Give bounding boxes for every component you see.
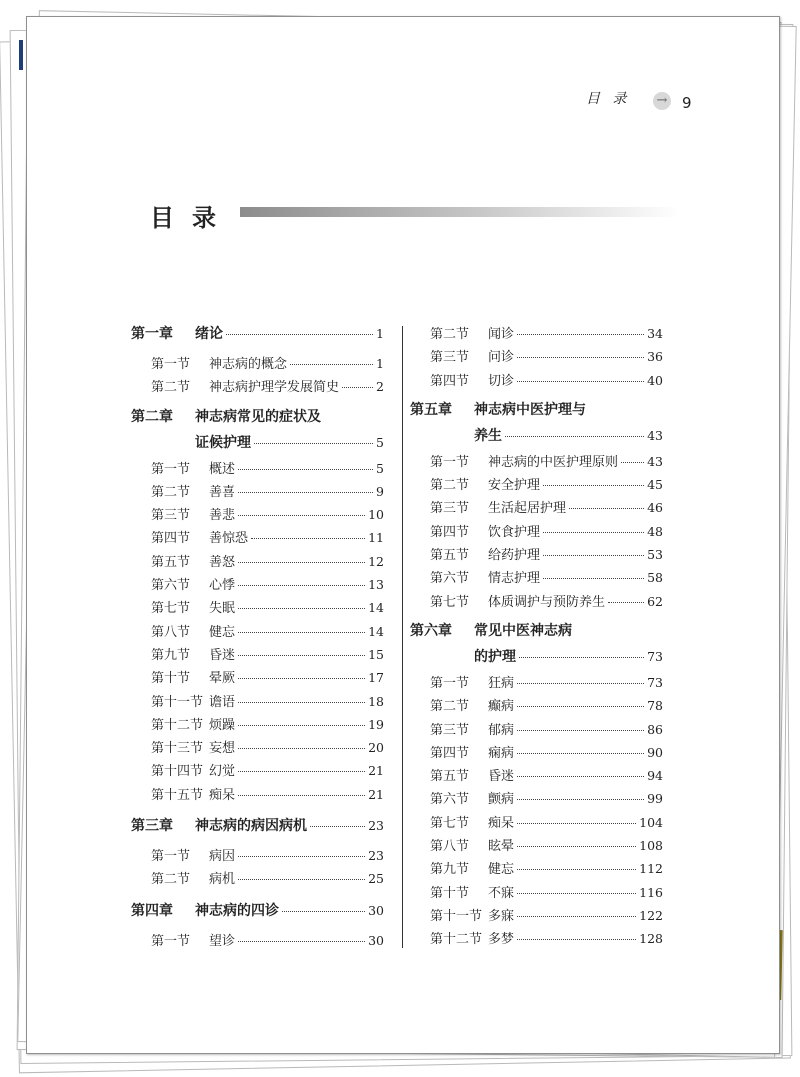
book-edge-accent (19, 40, 23, 70)
page-ref: 20 (368, 740, 384, 756)
page-ref: 25 (368, 871, 384, 887)
dot-leader (342, 387, 373, 388)
section-number: 第五节 (430, 769, 470, 785)
dot-leader (238, 725, 365, 726)
toc-section-entry (131, 691, 384, 714)
dot-leader (226, 334, 373, 335)
dot-leader (238, 702, 365, 703)
section-number: 第九节 (151, 647, 191, 663)
section-number: 第十节 (151, 671, 191, 687)
chapter-title: 神志病中医护理与 (474, 401, 586, 418)
section-title: 烦躁 (209, 717, 236, 733)
dot-leader (282, 911, 365, 912)
section-title: 善惊恐 (209, 531, 249, 547)
dot-leader (517, 869, 636, 870)
section-title: 幻觉 (209, 764, 236, 780)
section-title: 病机 (209, 872, 236, 888)
page-ref: 5 (376, 460, 384, 476)
page-ref: 90 (647, 744, 663, 760)
page-ref: 116 (639, 884, 663, 900)
chapter-line-1 (410, 399, 663, 425)
chapter-number: 第六章 (410, 622, 452, 639)
section-number: 第五节 (430, 548, 470, 564)
section-number: 第一节 (151, 849, 191, 865)
dot-leader (238, 585, 365, 586)
dot-leader (517, 893, 636, 894)
page-ref: 9 (376, 483, 384, 499)
section-number: 第八节 (151, 624, 191, 640)
page-ref: 62 (647, 593, 663, 609)
section-number: 第四节 (430, 745, 470, 761)
toc-section-entry (131, 784, 384, 807)
dot-leader (543, 555, 644, 556)
section-number: 第四节 (430, 373, 470, 389)
section-number: 第二节 (151, 380, 191, 396)
section-number: 第四节 (151, 531, 191, 547)
section-number: 第六节 (430, 571, 470, 587)
dot-leader (238, 941, 365, 942)
toc-section-entry (131, 714, 384, 737)
chapter-title-continued: 证候护理 (195, 434, 251, 451)
section-title: 善喜 (209, 484, 236, 500)
chapter-number: 第一章 (131, 326, 173, 342)
section-number: 第八节 (430, 839, 470, 855)
toc-section-entry (131, 551, 384, 574)
section-title: 闻诊 (488, 327, 515, 342)
section-title: 失眠 (209, 601, 236, 617)
dot-leader (517, 706, 644, 707)
section-number: 第二节 (151, 484, 191, 500)
section-number: 第十二节 (151, 717, 204, 733)
section-title: 饮食护理 (488, 524, 541, 540)
chapter-number: 第二章 (131, 408, 173, 425)
page-ref: 2 (376, 379, 384, 395)
column-divider (402, 326, 403, 948)
page-ref: 122 (639, 907, 663, 923)
dot-leader (517, 334, 644, 335)
section-number: 第十四节 (151, 764, 204, 780)
section-number: 第七节 (151, 601, 191, 617)
section-title: 问诊 (488, 350, 515, 366)
dot-leader (238, 795, 365, 796)
page-ref: 53 (647, 547, 663, 563)
dot-leader (517, 753, 644, 754)
page-ref: 14 (368, 623, 384, 639)
section-title: 痫病 (488, 745, 515, 761)
page-ref: 86 (647, 721, 663, 737)
chapter-title: 常见中医神志病 (474, 622, 572, 639)
page-ref: 1 (376, 326, 384, 341)
dot-leader (238, 469, 373, 470)
toc-section-entry (410, 370, 663, 393)
section-title: 望诊 (209, 933, 236, 949)
toc-section-entry (410, 591, 663, 614)
dot-leader (621, 462, 644, 463)
section-number: 第一节 (430, 675, 470, 691)
page-ref: 1 (376, 356, 384, 371)
section-number: 第三节 (430, 501, 470, 517)
section-title: 晕厥 (209, 671, 236, 687)
section-title: 概述 (209, 461, 236, 477)
running-title: 目 录 (586, 91, 631, 107)
page-ref: 40 (647, 372, 663, 388)
title-decoration-bar (240, 207, 680, 217)
toc-section-entry (131, 644, 384, 667)
page-ref: 108 (639, 838, 663, 854)
section-title: 多寐 (488, 908, 515, 924)
toc-section-entry (410, 742, 663, 765)
toc-section-entry (410, 544, 663, 567)
toc-chapter-entry (131, 900, 384, 930)
chapter-title: 绪论 (195, 326, 223, 342)
page-ref: 73 (647, 648, 663, 664)
dot-leader (310, 826, 365, 827)
section-number: 第一节 (151, 933, 191, 949)
section-number: 第五节 (151, 554, 191, 570)
page-ref: 30 (368, 902, 384, 918)
section-title: 生活起居护理 (488, 501, 567, 517)
dot-leader (517, 381, 644, 382)
page-ref: 23 (368, 818, 384, 834)
section-title: 昏迷 (488, 769, 515, 785)
toc-section-entry (131, 667, 384, 690)
section-title: 给药护理 (488, 548, 541, 564)
toc-section-entry (410, 858, 663, 881)
section-title: 癫病 (488, 699, 515, 715)
section-number: 第一节 (151, 461, 191, 477)
page-ref: 23 (368, 848, 384, 864)
toc-chapter-entry (131, 815, 384, 845)
section-number: 第四节 (430, 524, 470, 540)
section-title: 安全护理 (488, 478, 541, 494)
page-ref: 30 (368, 932, 384, 948)
page-ref: 45 (647, 477, 663, 493)
toc-chapter-entry (131, 406, 384, 458)
toc-section-entry (410, 451, 663, 474)
section-number: 第三节 (430, 722, 470, 738)
chapter-title: 神志病常见的症状及 (195, 408, 321, 425)
dot-leader (238, 608, 365, 609)
toc-left-column (131, 323, 384, 953)
section-number: 第二节 (430, 478, 470, 494)
toc-chapter-entry (410, 620, 663, 672)
section-title: 颤病 (488, 792, 515, 808)
section-number: 第七节 (430, 594, 470, 610)
toc-section-entry (131, 458, 384, 481)
toc-section-entry (410, 497, 663, 520)
toc-section-entry (131, 481, 384, 504)
section-number: 第十一节 (151, 694, 204, 710)
toc-section-entry (131, 574, 384, 597)
toc-section-entry (410, 928, 663, 951)
toc-chapter-entry (410, 399, 663, 451)
page-title: 目录 (150, 204, 234, 232)
chapter-title-continued: 养生 (474, 427, 502, 444)
chapter-title: 神志病的病因病机 (195, 818, 307, 835)
dot-leader (238, 492, 373, 493)
toc-section-entry (410, 812, 663, 835)
toc-section-entry (410, 323, 663, 346)
page-ref: 12 (368, 553, 384, 569)
section-number: 第二节 (430, 699, 470, 715)
dot-leader (290, 364, 373, 365)
page-ref: 43 (647, 453, 663, 469)
section-title: 痴呆 (488, 815, 515, 831)
toc-section-entry (131, 621, 384, 644)
dot-leader (517, 823, 636, 824)
toc-section-entry (131, 930, 384, 953)
dot-leader (608, 602, 644, 603)
section-number: 第十三节 (151, 741, 204, 757)
chapter-number: 第五章 (410, 401, 452, 418)
toc-section-entry (410, 835, 663, 858)
toc-section-entry (131, 868, 384, 891)
section-title: 善怒 (209, 554, 236, 570)
toc-section-entry (410, 765, 663, 788)
chapter-number: 第四章 (131, 902, 173, 919)
dot-leader (519, 657, 644, 658)
page-ref: 11 (368, 530, 384, 546)
page-ref: 13 (368, 577, 384, 593)
toc-section-entry (410, 719, 663, 742)
page-ref: 18 (368, 693, 384, 709)
dot-leader (543, 485, 644, 486)
section-title: 眩晕 (488, 839, 515, 855)
page-ref: 78 (647, 698, 663, 714)
dot-leader (517, 730, 644, 731)
page-ref: 43 (647, 427, 663, 443)
section-title: 健忘 (488, 862, 515, 878)
section-number: 第三节 (151, 508, 191, 524)
dot-leader (238, 748, 365, 749)
toc-section-entry (410, 672, 663, 695)
section-number: 第九节 (430, 862, 470, 878)
section-number: 第一节 (430, 454, 470, 470)
dot-leader (517, 799, 644, 800)
toc-right-column (410, 323, 663, 952)
page-ref: 112 (639, 861, 663, 877)
section-title: 痴呆 (209, 787, 236, 803)
chapter-line-1 (410, 620, 663, 646)
toc-section-entry (410, 905, 663, 928)
page-ref: 21 (368, 763, 384, 779)
page-ref: 104 (639, 814, 663, 830)
section-title: 情志护理 (488, 571, 541, 587)
dot-leader (569, 508, 644, 509)
section-title: 心悸 (209, 578, 236, 594)
dot-leader (517, 916, 636, 917)
dot-leader (238, 632, 365, 633)
toc-section-entry (131, 527, 384, 550)
toc-section-entry (131, 597, 384, 620)
section-number: 第十节 (430, 885, 470, 901)
page-ref: 34 (647, 326, 663, 341)
dot-leader (238, 771, 365, 772)
page-ref: 15 (368, 646, 384, 662)
section-number: 第一节 (151, 357, 191, 372)
section-title: 郁病 (488, 722, 515, 738)
dot-leader (238, 655, 365, 656)
section-title: 神志病的概念 (209, 357, 288, 372)
toc-section-entry (410, 695, 663, 718)
section-title: 昏迷 (209, 647, 236, 663)
running-header (586, 88, 630, 108)
chapter-line-2 (410, 646, 663, 672)
section-title: 神志病护理学发展简史 (209, 380, 340, 396)
toc-section-entry (131, 376, 384, 399)
page-ref: 21 (368, 786, 384, 802)
section-title: 不寐 (488, 885, 515, 901)
page-ref: 19 (368, 716, 384, 732)
toc-section-entry (131, 845, 384, 868)
dot-leader (238, 562, 365, 563)
section-number: 第十一节 (430, 908, 483, 924)
toc-section-entry (131, 504, 384, 527)
section-number: 第三节 (430, 350, 470, 366)
dot-leader (517, 683, 644, 684)
page-ref: 128 (639, 931, 663, 947)
arrow-icon: → (653, 92, 671, 110)
page-ref: 5 (376, 434, 384, 450)
section-title: 切诊 (488, 373, 515, 389)
section-number: 第十二节 (430, 932, 483, 948)
dot-leader (505, 436, 644, 437)
dot-leader (543, 532, 644, 533)
section-number: 第二节 (151, 872, 191, 888)
page-ref: 36 (647, 349, 663, 365)
toc-section-entry (410, 521, 663, 544)
dot-leader (543, 578, 644, 579)
toc-section-entry (410, 474, 663, 497)
page-ref: 17 (368, 670, 384, 686)
chapter-title: 神志病的四诊 (195, 902, 279, 919)
dot-leader (517, 939, 636, 940)
section-title: 善悲 (209, 508, 236, 524)
page-ref: 99 (647, 791, 663, 807)
section-number: 第十五节 (151, 787, 204, 803)
section-title: 狂病 (488, 675, 515, 691)
toc-section-entry (131, 760, 384, 783)
section-number: 第二节 (430, 327, 470, 342)
section-number: 第七节 (430, 815, 470, 831)
toc-section-entry (410, 788, 663, 811)
section-title: 健忘 (209, 624, 236, 640)
dot-leader (238, 515, 365, 516)
chapter-title-continued: 的护理 (474, 648, 516, 665)
page-ref: 10 (368, 507, 384, 523)
section-title: 妄想 (209, 741, 236, 757)
section-title: 体质调护与预防养生 (488, 594, 606, 610)
toc-section-entry (131, 353, 384, 376)
section-title: 病因 (209, 849, 236, 865)
dot-leader (238, 856, 365, 857)
section-number: 第六节 (151, 578, 191, 594)
page-number: 9 (682, 94, 692, 112)
toc-chapter-entry (131, 323, 384, 353)
dot-leader (517, 776, 644, 777)
section-title: 谵语 (209, 694, 236, 710)
chapter-line-1 (131, 406, 384, 432)
toc-section-entry (410, 346, 663, 369)
section-title: 多梦 (488, 932, 515, 948)
dot-leader (517, 357, 644, 358)
chapter-line-2 (410, 425, 663, 451)
toc-section-entry (410, 567, 663, 590)
section-number: 第六节 (430, 792, 470, 808)
dot-leader (254, 443, 373, 444)
section-title: 神志病的中医护理原则 (488, 454, 619, 470)
chapter-number: 第三章 (131, 818, 173, 835)
page-ref: 48 (647, 523, 663, 539)
page-ref: 14 (368, 600, 384, 616)
page-ref: 46 (647, 500, 663, 516)
chapter-line-2 (131, 432, 384, 458)
page-ref: 58 (647, 570, 663, 586)
dot-leader (517, 846, 636, 847)
page-ref: 73 (647, 674, 663, 690)
dot-leader (238, 678, 365, 679)
toc-section-entry (410, 882, 663, 905)
page-ref: 94 (647, 768, 663, 784)
dot-leader (238, 879, 365, 880)
dot-leader (251, 538, 365, 539)
toc-section-entry (131, 737, 384, 760)
